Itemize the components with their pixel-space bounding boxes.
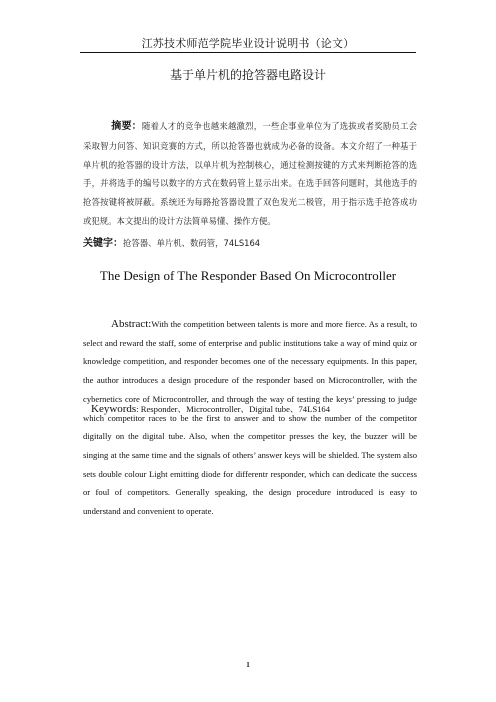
- english-keywords-label: Keywords: [91, 403, 137, 415]
- chinese-keywords: [83, 234, 260, 249]
- running-header: 江苏技术师范学院毕业设计说明书（论文）: [141, 37, 355, 50]
- page-number: 1: [246, 661, 250, 669]
- chinese-abstract-label: 摘要：: [111, 121, 142, 132]
- chinese-abstract-text: 随着人才的竞争也越来越激烈，一些企事业单位为了选拔或者奖励员工会采取智力问答、知识竞赛的方式，所以抢答器也就成为必备的设备。本文介绍了一种基于单片机的抢答器的设计方法，以单片机为控制核心，通过检测按键的方式来判断抢答的选手，并将选手的编号以数字的方式在数码管上显示出来。在选手回答问题时，其他选手的抢答按键将被屏蔽。系统还为每路抢答器设置了双色发光二极管，用于指示选手抢答成功或犯规。本文提出的设计方法简单易懂、操作方便。: [83, 121, 418, 226]
- chinese-keywords-label: 关键字：: [83, 238, 123, 249]
- header-rule: [80, 52, 416, 53]
- english-title: The Design of The Responder Based On Microcontroller: [99, 268, 397, 283]
- english-abstract-label: Abstract:: [111, 318, 152, 330]
- english-keywords: [91, 403, 330, 415]
- chinese-title: 基于单片机的抢答器电路设计: [169, 68, 326, 82]
- english-abstract: [83, 315, 417, 521]
- chinese-abstract: [83, 117, 417, 231]
- chinese-keywords-text: 抢答器、单片机、数码管，74LS164: [123, 238, 261, 248]
- english-abstract-text: With the competition between talents is more and more fierce. As a result, to select and reward the staff, some of enterprise and public institutions take a way of mind quiz or knowledge competition, and responder becomes one of the necessary equipments. In this paper, the author introduces a design procedure of the responder based on Microcontroller, with the cybernetics core of Microcontroller, and through the way of testing the keys’ pressing to judge which competitor races to be the first to answer and to show the number of the competitor digitally on the digital tube. Also, when the competitor presses the key, the buzzer will be singing at the same time and the signals of others’ answer keys will be shielded. The system also sets double colour Light emitting diode for differentr responder, which can dedicate the success or foul of competitors. Generally speaking, the design procedure introduced is easy to understand and convenient to operate.: [83, 319, 417, 517]
- english-keywords-text: : Responder、Microcontroller、Digital tube、74LS164: [136, 404, 331, 414]
